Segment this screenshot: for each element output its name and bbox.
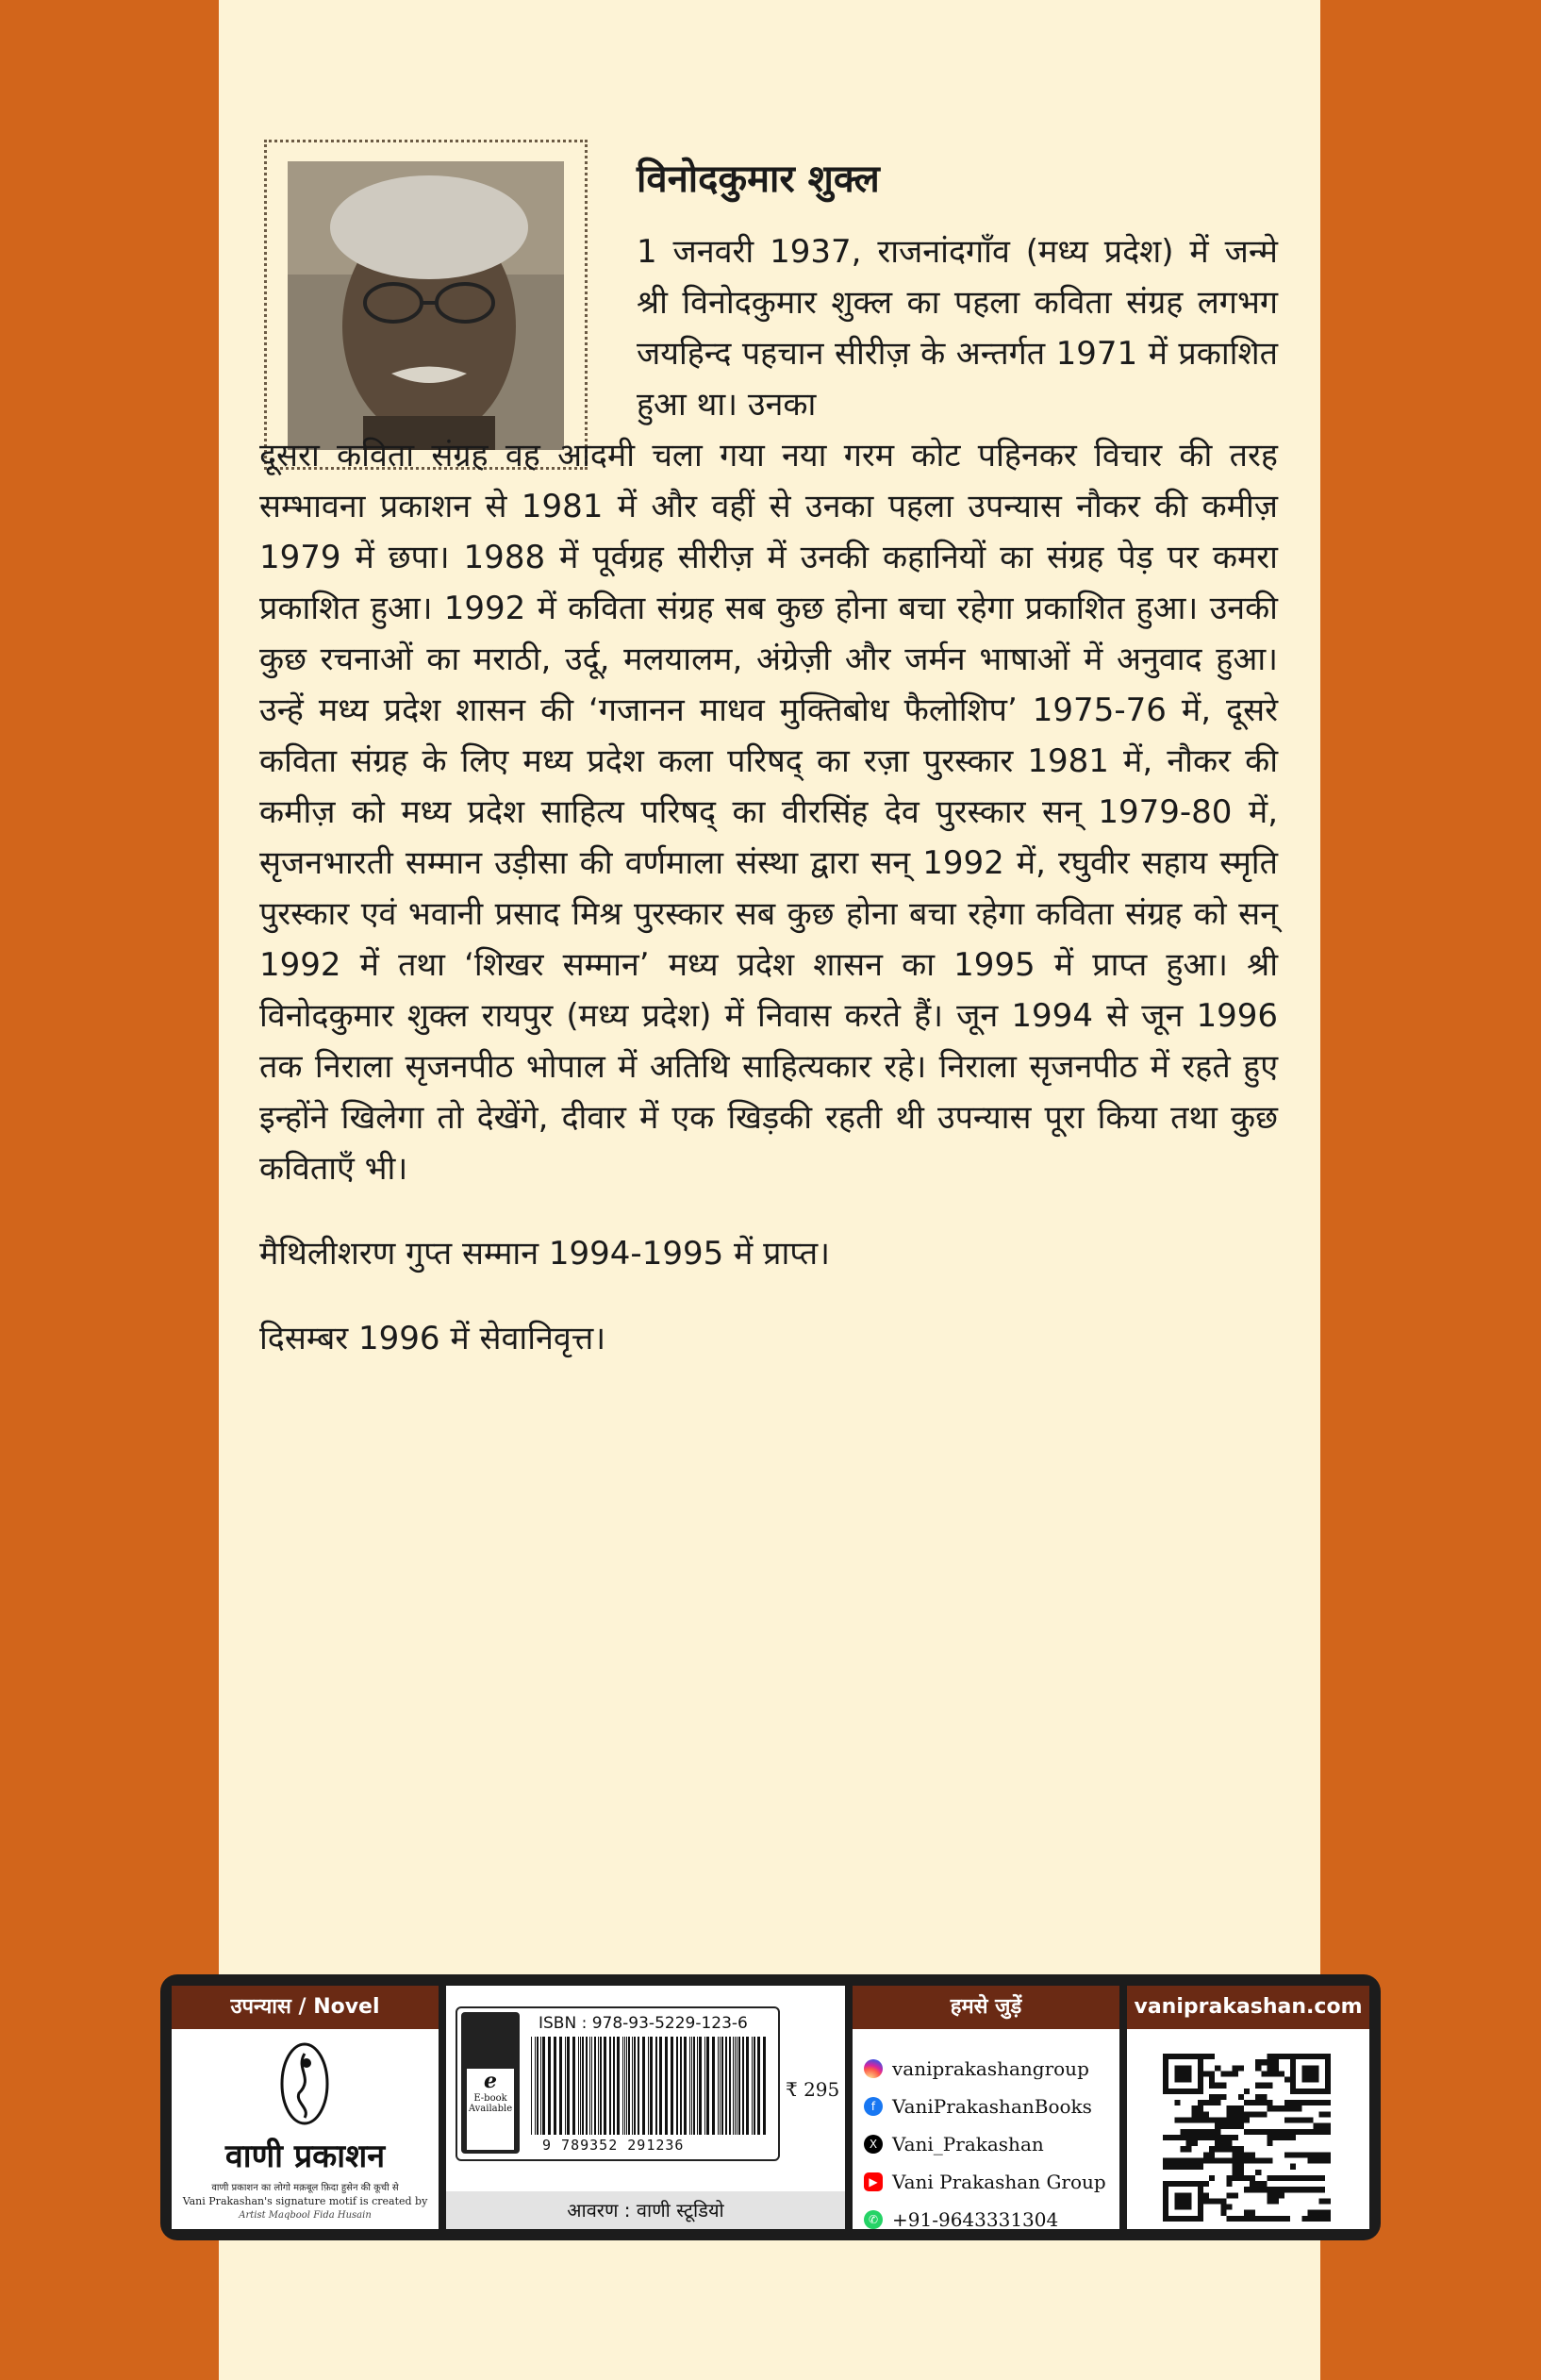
website-cell bbox=[1127, 1986, 1369, 2229]
author-bio bbox=[259, 226, 1278, 1364]
social-text: +91-9643331304 bbox=[892, 2208, 1059, 2231]
youtube-icon: ▶ bbox=[864, 2172, 883, 2191]
author-name: विनोदकुमार शुक्ल bbox=[637, 158, 880, 201]
social-facebook[interactable] bbox=[864, 2088, 1106, 2125]
connect-heading: हमसे जुड़ें bbox=[853, 1986, 1119, 2029]
whatsapp-icon: ✆ bbox=[864, 2210, 883, 2229]
social-text: Vani_Prakashan bbox=[892, 2133, 1044, 2155]
cover-credit: आवरण : वाणी स्टूडियो bbox=[446, 2191, 845, 2229]
bio-paragraph-1: दूसरा कविता संग्रह वह आदमी चला गया नया गरम कोट पहिनकर विचार की तरह सम्भावना प्रकाशन से 1981 में और वहीं से उनका पहला उपन्यास नौकर की कमीज़ 1979 में छपा। 1988 में पूर्वग्रह सीरीज़ में उनकी कहानियों का संग्रह पेड़ पर कमरा प्रकाशित हुआ। 1992 में कविता संग्रह सब कुछ होना बचा रहेगा प्रकाशित हुआ। उनकी कुछ रचनाओं का मराठी, उर्दू, मलयालम, अंग्रेज़ी और जर्मन भाषाओं में अनुवाद हुआ। उन्हें मध्य प्रदेश शासन की ‘गजानन माधव मुक्तिबोध फैलोशिप’ 1975-76 में, दूसरे कविता संग्रह के लिए मध्य प्रदेश कला परिषद् का रज़ा पुरस्कार 1981 में, नौकर की कमीज़ को मध्य प्रदेश साहित्य परिषद् का वीरसिंह देव पुरस्कार सन् 1979-80 में, सृजनभारती सम्मान उड़ीसा की वर्णमाला संस्था द्वारा सन् 1992 में, रघुवीर सहाय स्मृति पुरस्कार एवं भवानी प्रसाद मिश्र पुरस्कार सब कुछ होना बचा रहेगा कविता संग्रह को सन् 1992 में तथा ‘शिखर सम्मान’ मध्य प्रदेश शासन का 1995 में प्राप्त हुआ। श्री विनोदकुमार शुक्ल रायपुर (मध्य प्रदेश) में निवास करते हैं। जून 1994 से जून 1996 तक निराला सृजनपीठ भोपाल में अतिथि साहित्यकार रहे। निराला सृजनपीठ में रहते हुए इन्होंने खिलेगा तो देखेंगे, दीवार में एक खिड़की रहती थी उपन्यास पूरा किया तथा कुछ कविताएँ भी। bbox=[259, 437, 1278, 1188]
price: ₹ 295 bbox=[786, 2078, 840, 2101]
ebook-label: E-book Available bbox=[468, 2093, 513, 2114]
social-cell bbox=[853, 1986, 1119, 2229]
social-instagram[interactable] bbox=[864, 2050, 1106, 2088]
info-panel bbox=[160, 1974, 1381, 2240]
publisher-logo-icon bbox=[278, 2040, 331, 2127]
website-link[interactable]: vaniprakashan.com bbox=[1127, 1986, 1369, 2029]
ebook-badge bbox=[461, 2012, 520, 2154]
social-list bbox=[864, 2050, 1106, 2239]
bio-paragraph-2: मैथिलीशरण गुप्त सम्मान 1994-1995 में प्राप्त। bbox=[259, 1235, 831, 1273]
barcode-box bbox=[456, 2006, 780, 2161]
isbn-digits: 9 789352 291236 bbox=[542, 2137, 685, 2154]
social-text: Vani Prakashan Group bbox=[892, 2171, 1106, 2193]
social-text: VaniPrakashanBooks bbox=[892, 2095, 1092, 2118]
motif-credit-hindi: वाणी प्रकाशन का लोगो मक़बूल फ़िदा हुसेन की कूची से bbox=[211, 2183, 399, 2193]
social-text: vaniprakashangroup bbox=[892, 2057, 1089, 2080]
social-x[interactable] bbox=[864, 2125, 1106, 2163]
barcode-cell bbox=[446, 1986, 845, 2229]
social-youtube[interactable] bbox=[864, 2163, 1106, 2201]
isbn-text: ISBN : 978-93-5229-123-6 bbox=[539, 2014, 748, 2033]
qr-code-icon[interactable] bbox=[1163, 2054, 1331, 2222]
barcode bbox=[529, 2037, 772, 2135]
motif-artist: Artist Maqbool Fida Husain bbox=[239, 2210, 372, 2221]
facebook-icon: f bbox=[864, 2097, 883, 2116]
social-whatsapp[interactable] bbox=[864, 2201, 1106, 2239]
ebook-icon: e bbox=[484, 2069, 497, 2093]
instagram-icon bbox=[864, 2059, 883, 2078]
bio-paragraph-1-intro: 1 जनवरी 1937, राजनांदगाँव (मध्य प्रदेश) में जन्मे श्री विनोदकुमार शुक्ल का पहला कविता संग्रह लगभग जयहिन्द पहचान सीरीज़ के अन्तर्गत 1971 में प्रकाशित हुआ था। उनका bbox=[637, 233, 1278, 424]
x-icon: X bbox=[864, 2135, 883, 2154]
publisher-name: वाणी प्रकाशन bbox=[224, 2138, 386, 2175]
motif-credit-english: Vani Prakashan's signature motif is created by bbox=[182, 2195, 428, 2207]
publisher-cell bbox=[172, 1986, 439, 2229]
genre-label: उपन्यास / Novel bbox=[172, 1986, 439, 2029]
bio-paragraph-3: दिसम्बर 1996 में सेवानिवृत्त। bbox=[259, 1320, 606, 1357]
